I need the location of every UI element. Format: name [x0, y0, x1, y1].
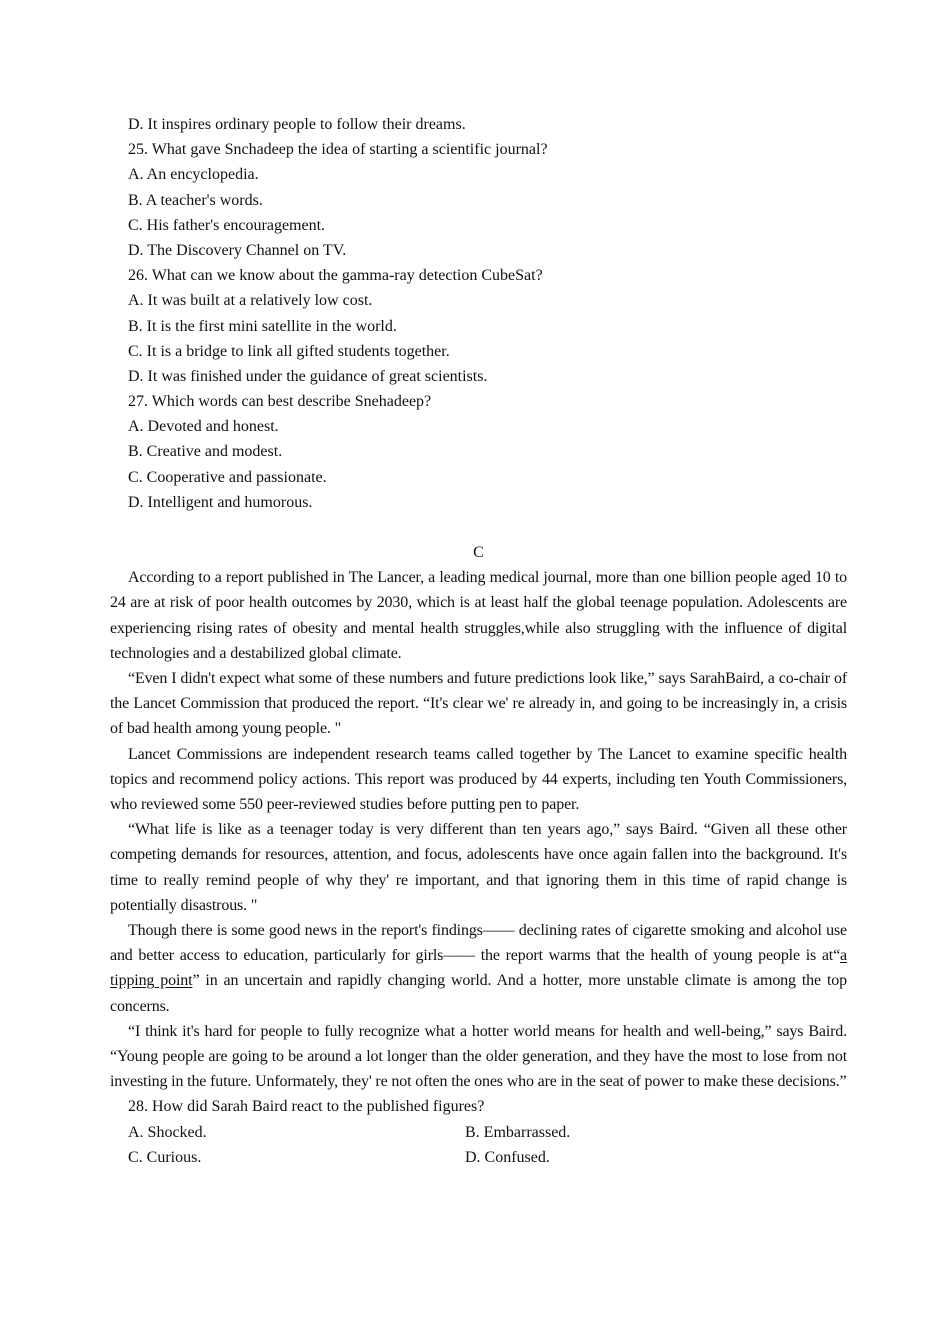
section-title-c: C [473, 544, 484, 561]
passage-paragraph-6: “I think it's hard for people to fully recognize what a hotter world means for health and well-being,” says Baird. “Young people are going to be around a lot longer than the older generation, and they have the most to lose from not investing in the future. Unformately, they' re not often the ones who are in the seat of power to make these decisions.” [110, 1022, 847, 1091]
option-28d: D. Confused. [465, 1148, 550, 1166]
option-26d: D. It was finished under the guidance of great scientists. [128, 367, 488, 385]
option-25b: B. A teacher's words. [128, 191, 263, 209]
questions-24-27 [110, 112, 847, 515]
option-26c: C. It is a bridge to link all gifted students together. [128, 342, 450, 360]
question-28-options-row-1 [110, 1120, 847, 1145]
option-25a: A. An encyclopedia. [128, 166, 259, 184]
paragraph-5-text-after: ” in an uncertain and rapidly changing world. And a hotter, more unstable climate is among the top concerns. [110, 972, 847, 1015]
passage-paragraph-2: “Even I didn't expect what some of these numbers and future predictions look like,” says SarahBaird, a co-chair of the Lancet Commission that produced the report. “It's clear we' re already in, and going to be increasingly in, a crisis of bad health among young people. " [110, 670, 847, 738]
option-27b: B. Creative and modest. [128, 443, 283, 461]
passage-paragraph-4: “What life is like as a teenager today is very different than ten years ago,” says Baird. “Given all these other competing demands for resources, attention, and focus, adolescents have once again fallen into the background. It's time to really remind people of why they' re important, and that ignoring them in this time of rapid change is potentially disastrous. " [110, 821, 847, 914]
option-26b: B. It is the first mini satellite in the world. [128, 317, 397, 335]
passage-paragraph-3: Lancet Commissions are independent research teams called together by The Lancet to examine specific health topics and recommend policy actions. This report was produced by 44 experts, including ten Youth Commissioners, who reviewed some 550 peer-reviewed studies before putting pen to paper. [110, 745, 847, 814]
question-26: 26. What can we know about the gamma-ray detection CubeSat? [128, 267, 543, 285]
question-28-block [110, 1094, 847, 1170]
question-27: 27. Which words can best describe Snehadeep? [128, 393, 432, 411]
option-25d: D. The Discovery Channel on TV. [128, 241, 347, 259]
option-27a: A. Devoted and honest. [128, 418, 279, 436]
section-gap [110, 515, 847, 540]
question-25: 25. What gave Snchadeep the idea of starting a scientific journal? [128, 141, 548, 159]
question-28-options-row-2 [110, 1145, 847, 1170]
option-28b: B. Embarrassed. [465, 1123, 571, 1141]
question-28-stem: 28. How did Sarah Baird react to the published figures? [128, 1098, 485, 1116]
underlined-phrase-tipping-point: a tipping point [110, 947, 847, 990]
option-25c: C. His father's encouragement. [128, 216, 326, 234]
option-26a: A. It was built at a relatively low cost. [128, 292, 373, 310]
document-page [110, 112, 847, 1170]
passage-paragraph-1: According to a report published in The Lancer, a leading medical journal, more than one billion people aged 10 to 24 are at risk of poor health outcomes by 2030, which is at least half the global teenage population. Adolescents are experiencing rising rates of obesity and mental health struggles,while also struggling with the influence of digital technologies and a destabilized global climate. [110, 569, 847, 662]
option-28c: C. Curious. [128, 1148, 202, 1166]
option-27d: D. Intelligent and humorous. [128, 493, 313, 511]
option-27c: C. Cooperative and passionate. [128, 468, 327, 486]
paragraph-5-text-before: Though there is some good news in the report's findings—— declining rates of cigarette smoking and alcohol use and better access to education, particularly for girls—— the report warms that the health of young people is at“ [110, 922, 847, 965]
passage-paragraph-5 [110, 918, 847, 1019]
option-24d: D. It inspires ordinary people to follow their dreams. [128, 116, 466, 133]
option-28a: A. Shocked. [128, 1123, 207, 1141]
